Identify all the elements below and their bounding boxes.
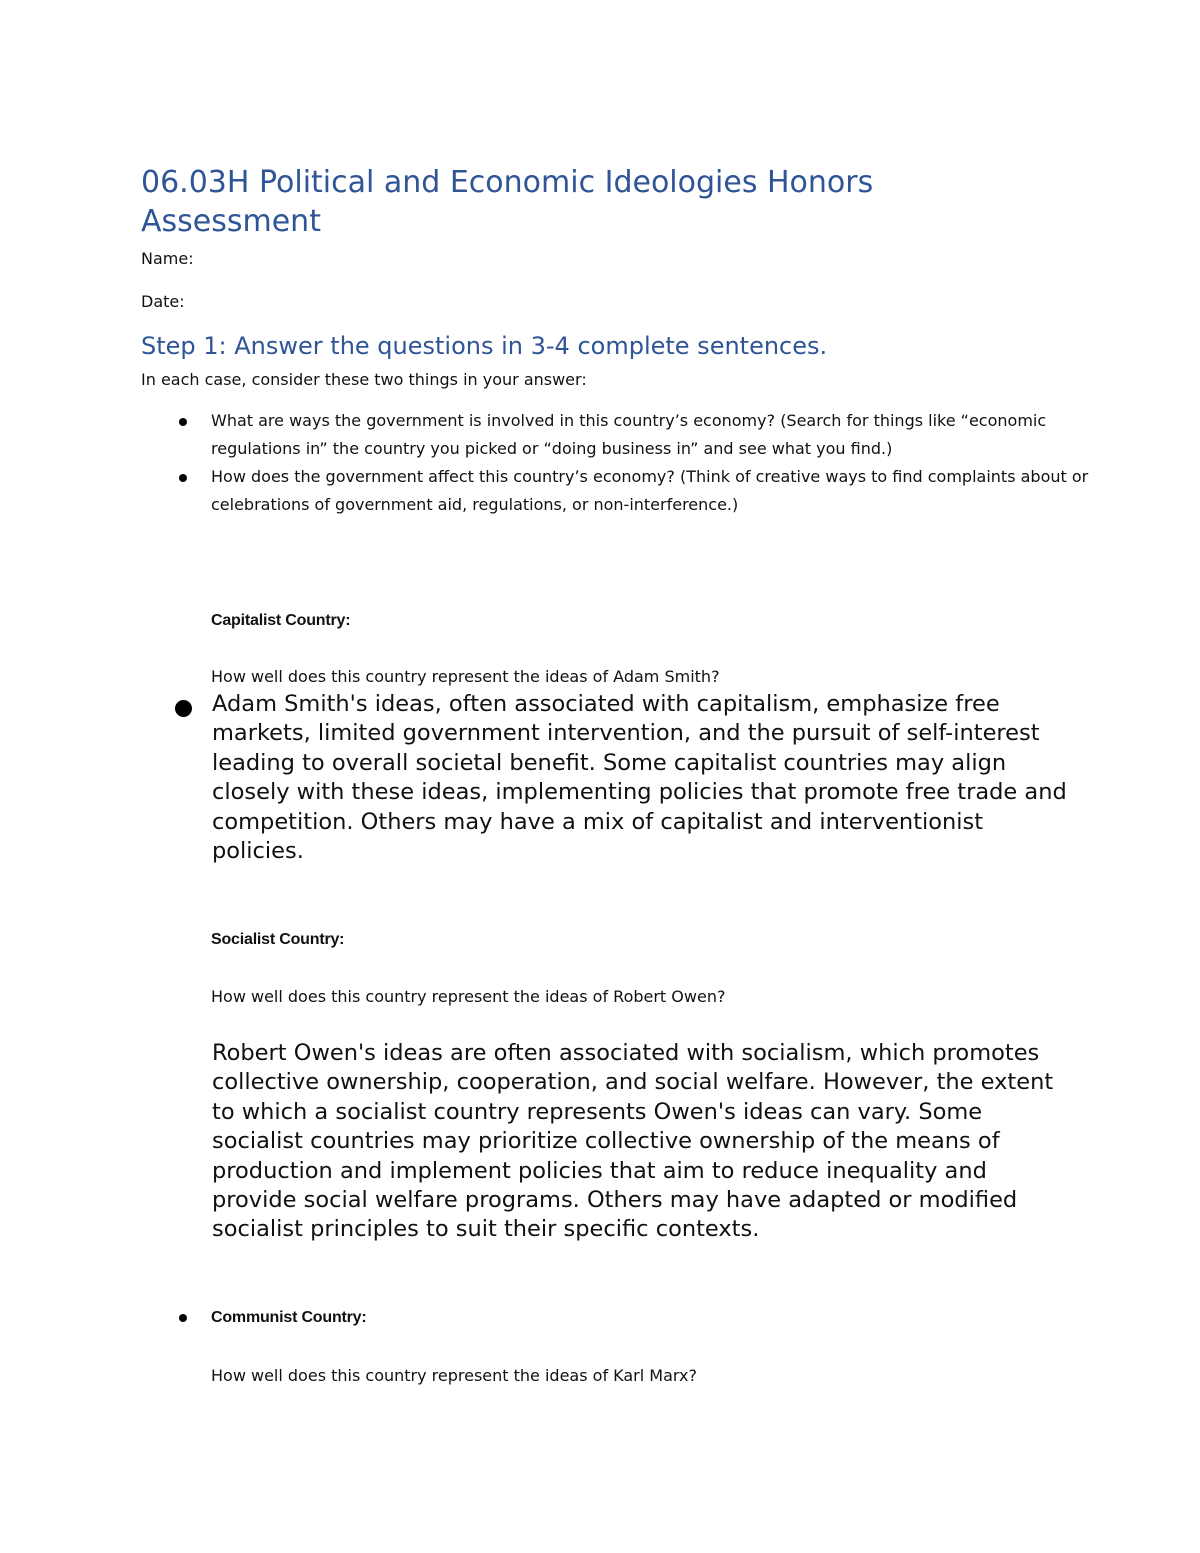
communist-question: How well does this country represent the ideas of Karl Marx? <box>211 1366 698 1385</box>
consideration-item: What are ways the government is involved in this country’s economy? (Search for things like “economic regulations in” the country you picked or “doing business in” and see what you find.) <box>211 411 1047 458</box>
capitalist-answer: Adam Smith's ideas, often associated with capitalism, emphasize free markets, limited government intervention, and the pursuit of self-interest leading to overall societal benefit. Some capitalist countries may align closely with these ideas, implementing policies that promote free trade and competition. Others may have a mix of capitalist and interventionist policies. <box>212 691 1067 865</box>
document-title: 06.03H Political and Economic Ideologies Honors Assessment <box>141 165 874 239</box>
bullet-icon <box>179 1314 187 1322</box>
capitalist-question: How well does this country represent the ideas of Adam Smith? <box>211 667 720 686</box>
socialist-question: How well does this country represent the ideas of Robert Owen? <box>211 987 726 1006</box>
date-label: Date: <box>141 292 185 311</box>
bullet-icon <box>175 700 192 717</box>
bullet-icon <box>179 418 187 426</box>
name-label: Name: <box>141 249 194 268</box>
capitalist-heading: Capitalist Country: <box>211 612 351 629</box>
bullet-icon <box>179 474 187 482</box>
consideration-item: How does the government affect this country’s economy? (Think of creative ways to find complaints about or celebrations of government aid, regulations, or non-interference.) <box>211 467 1089 514</box>
step1-intro: In each case, consider these two things in your answer: <box>141 370 587 389</box>
socialist-heading: Socialist Country: <box>211 931 345 948</box>
communist-heading: Communist Country: <box>211 1309 367 1326</box>
step1-heading: Step 1: Answer the questions in 3-4 complete sentences. <box>141 332 828 360</box>
socialist-answer: Robert Owen's ideas are often associated with socialism, which promotes collective ownership, cooperation, and social welfare. However, the extent to which a socialist country represents Owen's ideas can vary. Some socialist countries may prioritize collective ownership of the means of production and implement policies that aim to reduce inequality and provide social welfare programs. Others may have adapted or modified socialist principles to suit their specific contexts. <box>212 1040 1054 1243</box>
